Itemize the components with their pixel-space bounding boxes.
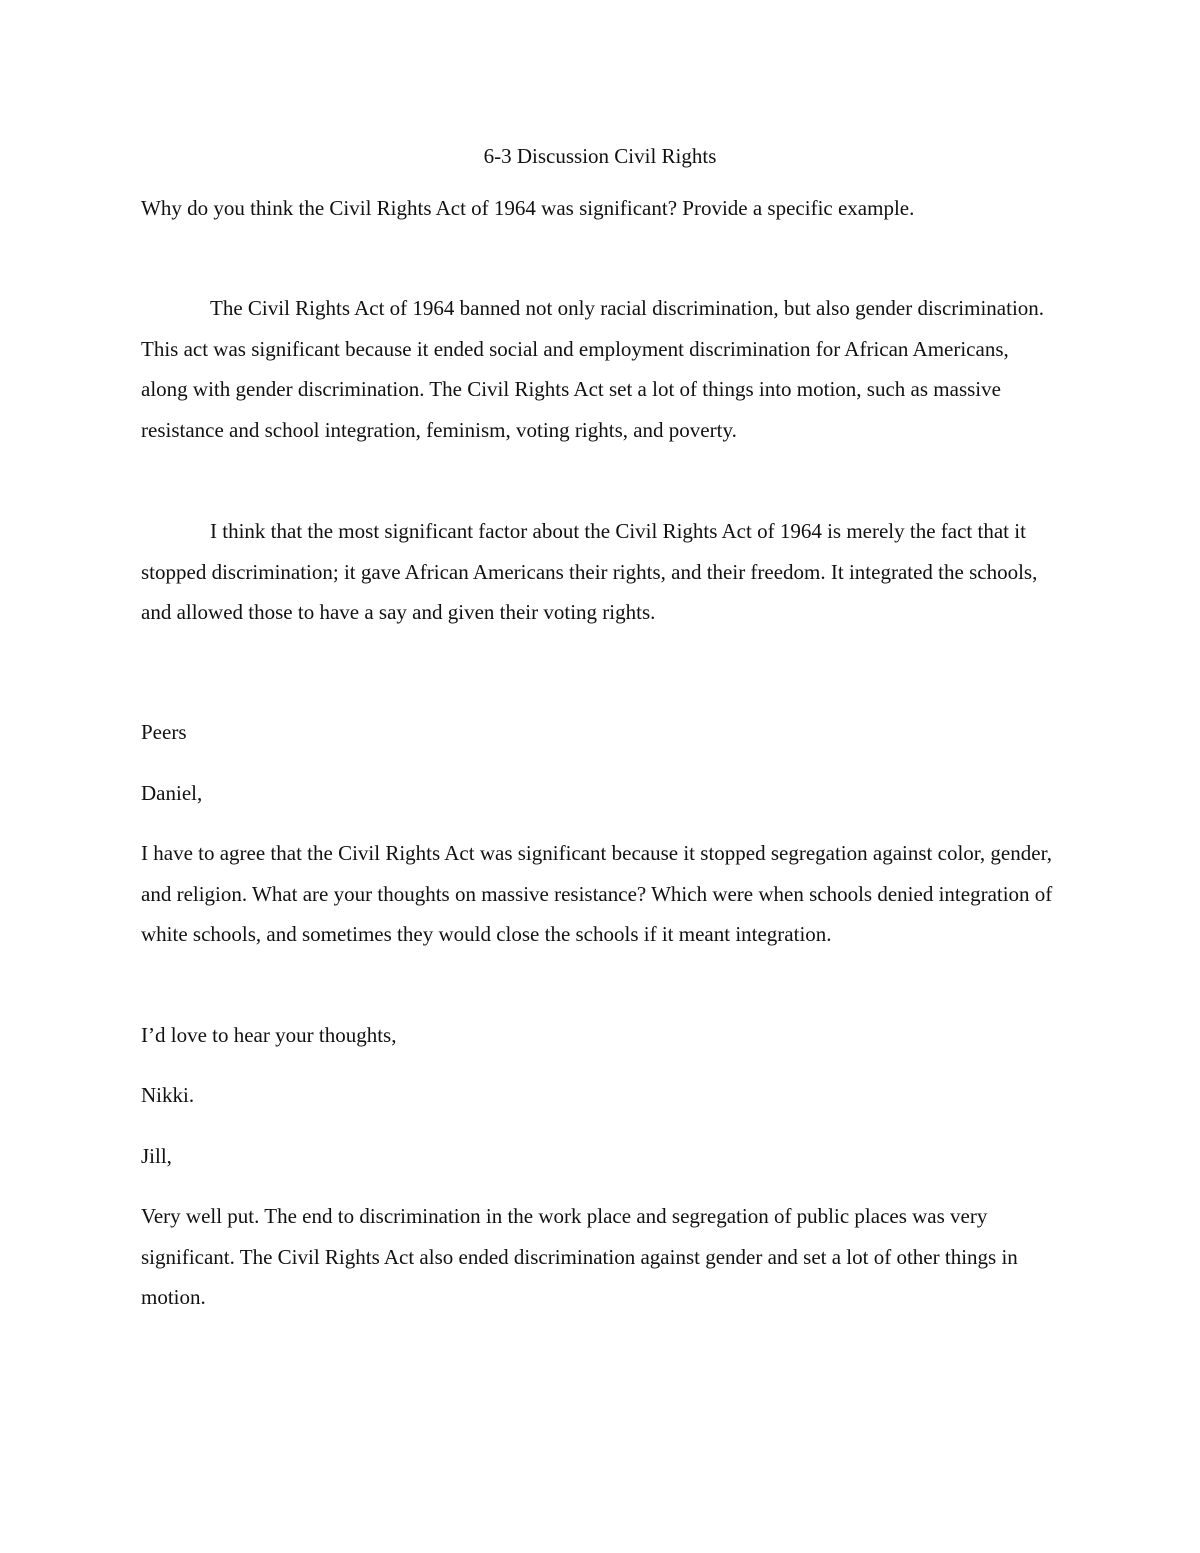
body-paragraph-1: The Civil Rights Act of 1964 banned not only racial discrimination, but also gender discrimination. This act was significant because it ended social and employment discrimination for African Americans, along with gender discrimination. The Civil Rights Act set a lot of things into motion, such as massive resistance and school integration, feminism, voting rights, and poverty. xyxy=(141,296,1045,442)
discussion-prompt: Why do you think the Civil Rights Act of 1964 was significant? Provide a specific example. xyxy=(141,196,915,220)
response-1-closing: I’d love to hear your thoughts, xyxy=(141,1023,397,1047)
response-2-body: Very well put. The end to discrimination in the work place and segregation of public places was very significant. The Civil Rights Act also ended discrimination against gender and set a lot of other things in motion. xyxy=(141,1204,1018,1309)
body-paragraph-2: I think that the most significant factor about the Civil Rights Act of 1964 is merely the fact that it stopped discrimination; it gave African Americans their rights, and their freedom. It integrated the schools, and allowed those to have a say and given their voting rights. xyxy=(141,519,1038,624)
document-title: 6-3 Discussion Civil Rights xyxy=(483,144,717,168)
response-1-body: I have to agree that the Civil Rights Act was significant because it stopped segregation against color, gender, and religion. What are your thoughts on massive resistance? Which were when schools denied integration of white schools, and sometimes they would close the schools if it meant integration. xyxy=(141,841,1053,946)
response-1-greeting: Daniel, xyxy=(141,781,203,805)
peers-heading: Peers xyxy=(141,720,187,744)
response-2-greeting: Jill, xyxy=(141,1144,172,1168)
response-1-signature: Nikki. xyxy=(141,1083,195,1107)
